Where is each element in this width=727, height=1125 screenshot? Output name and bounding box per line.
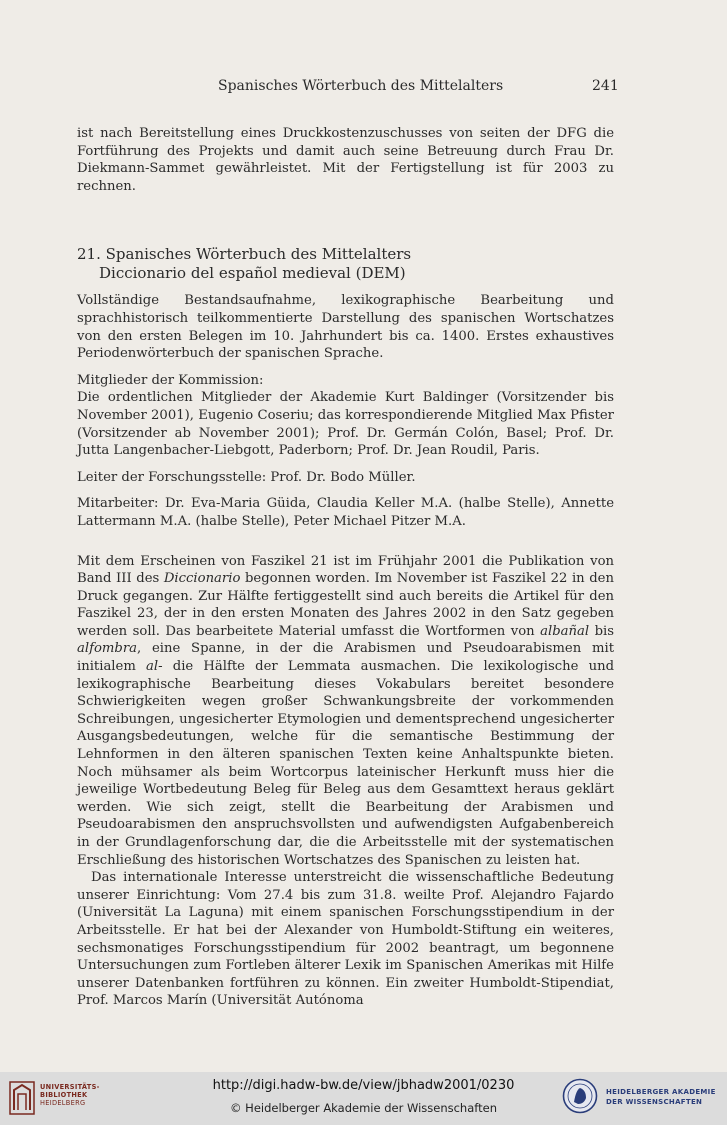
p1-text-b: begonnen worden. Im November ist Faszikel 22 in den Druck gegangen. Zur Hälfte fertiggestellt sind auch bereits die Artikel für den Faszikel 23, der in den ersten Monaten des Jahres 2002 in den Satz gegeben werden soll. Das bearbeitete Material umfasst die Wortformen von [77, 571, 614, 639]
page-number: 241 [592, 78, 619, 94]
p1-text-e: die Hälfte der Lemmata ausmachen. Die lexikologische und lexikographische Bearbeitung dieses Vokabulars bereitet besondere Schwierigkeiten wegen großer Schwankungsbreite der vorkommenden Schreibungen, ungesicherter Etymologien und dementsprechend ungesicherter Ausgangsbedeutungen, welche für die semantische Bestimmung der Lehnformen in den älteren spanischen Texten keine Anhaltspunkte bieten. Noch mühsamer als beim Wortcorpus lateinischer Herkunft muss hier die jeweilige Wortbedeutung Beleg für Beleg aus dem Gesamttext heraus geklärt werden. Wie sich zeigt, stellt die Bearbeitung der Arabismen und Pseudoarabismen den anspruchsvollsten und aufwendigsten Aufgabenbereich in der Grundlagenforschung dar, die die Arbeitsstelle mit der systematischen Erschließung des historischen Wortschatzes des Spanischen zu leisten hat. [77, 659, 615, 868]
p1-italic-albanal: albañal [540, 623, 590, 639]
intro-paragraph: ist nach Bereitstellung eines Druckkostenzuschusses von seiten der DFG die Fortführung des Projekts und damit auch seine Betreuung durch Frau Dr. Diekmann-Sammet gewährleistet. Mit der Fertigstellung ist für 2003 zu rechnen. [77, 126, 614, 194]
page-content [77, 125, 614, 1010]
body-paragraph-2: Das internationale Interesse unterstreicht die wissenschaftliche Bedeutung unserer Einrichtung: Vom 27.4 bis zum 31.8. weilte Prof. Alejandro Fajardo (Universität La Laguna) mit einem spanischen Forschungsstipendium in der Arbeitsstelle. Er hat bei der Alexander von Humboldt-Stiftung ein weiteres, sechsmonatiges Forschungsstipendium für 2002 beantragt, um begonnene Untersuchungen zum Fortleben älterer Lexik im Spanischen Amerikas mit Hilfe unserer Datenbanken fortführen zu können. Ein zweiter Humboldt-Stipendiat, Prof. Marcos Marín (Universität Autónoma [77, 870, 614, 1009]
p1-italic-diccionario: Diccionario [163, 571, 241, 587]
running-title: Spanisches Wörterbuch des Mittelalters [218, 78, 504, 94]
body-paragraph-1 [77, 553, 614, 870]
members-label: Mitglieder der Kommission: [77, 372, 264, 388]
source-url-link[interactable]: http://digi.hadw-bw.de/view/jbhadw2001/0230 [212, 1078, 515, 1093]
leader-line: Leiter der Forschungsstelle: Prof. Dr. Bodo Müller. [77, 469, 416, 485]
section-title: 21. Spanisches Wörterbuch des Mittelalters [77, 245, 412, 264]
running-head [0, 78, 727, 98]
staff-line: Mitarbeiter: Dr. Eva-Maria Güida, Claudia Keller M.A. (halbe Stelle), Annette Lattermann M.A. (halbe Stelle), Peter Michael Pitzer M.A. [77, 496, 614, 529]
ub-line-3: HEIDELBERG [40, 1099, 86, 1107]
p1-italic-al: al- [146, 659, 163, 675]
footer-bar [0, 1072, 727, 1125]
section-description: Vollständige Bestandsaufnahme, lexikographische Bearbeitung und sprachhistorisch teilkommentierte Darstellung des spanischen Wortschatzes von den ersten Belegen im 10. Jahrhundert bis ca. 1400. Erstes exhaustives Periodenwörterbuch der spanischen Sprache. [77, 293, 614, 362]
p1-text-c: bis [589, 623, 614, 639]
academy-line-1: HEIDELBERGER AKADEMIE [606, 1088, 716, 1096]
academy-line-2: DER WISSENSCHAFTEN [606, 1098, 703, 1106]
section-subtitle: Diccionario del español medieval (DEM) [99, 264, 406, 283]
ub-line-1: UNIVERSITÄTS- [40, 1083, 100, 1091]
p1-italic-alfombra: alfombra [77, 641, 138, 657]
copyright-notice: © Heidelberger Akademie der Wissenschaften [230, 1101, 497, 1115]
members-text: Die ordentlichen Mitglieder der Akademie Kurt Baldinger (Vorsitzender bis November 2001), Eugenio Coseriu; das korrespondierende Mitglied Max Pfister (Vorsitzender ab November 2001); Prof. Dr. Germán Colón, Basel; Prof. Dr. Jutta Langenbacher-Liebgott, Paderborn; Prof. Dr. Jean Roudil, Paris. [77, 390, 614, 459]
ub-line-2: BIBLIOTHEK [40, 1091, 88, 1099]
section-heading [77, 245, 614, 283]
academy-text [606, 1087, 716, 1107]
p1-text-d: , eine Spanne, in der die Arabismen und Pseudoarabismen mit initialem [77, 641, 614, 675]
p1-text-a: Mit dem Erscheinen von Faszikel 21 ist im Frühjahr 2001 die Publikation von Band III des [77, 553, 614, 587]
academy-seal-icon [562, 1078, 598, 1114]
